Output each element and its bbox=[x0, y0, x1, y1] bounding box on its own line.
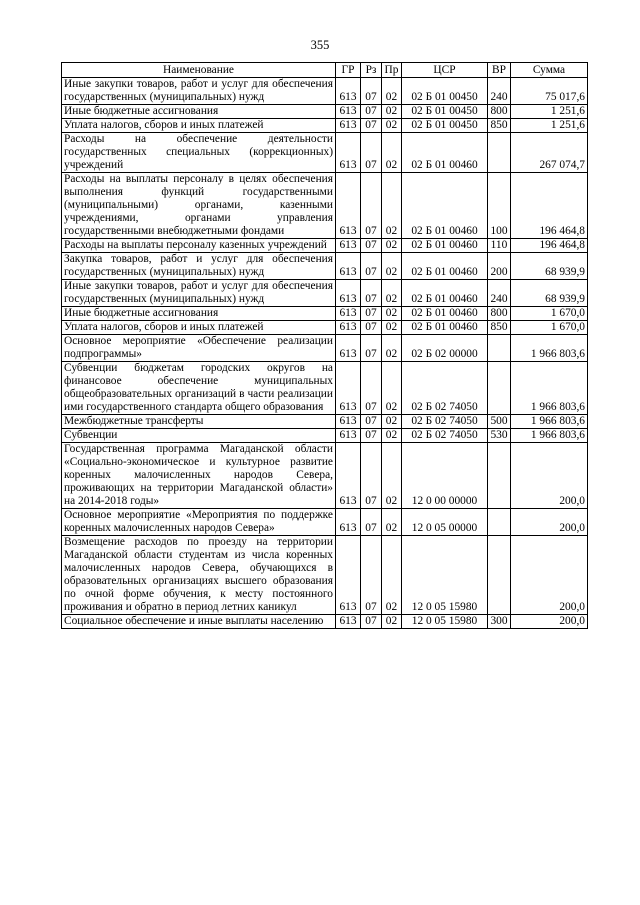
table-row bbox=[62, 335, 588, 362]
row-pr: 02 bbox=[382, 133, 402, 173]
table-row bbox=[62, 321, 588, 335]
row-vr bbox=[488, 133, 511, 173]
row-vr bbox=[488, 443, 511, 509]
row-sum: 196 464,8 bbox=[511, 239, 588, 253]
table-row bbox=[62, 253, 588, 280]
table-row bbox=[62, 173, 588, 239]
row-sum: 1 670,0 bbox=[511, 321, 588, 335]
row-sum: 267 074,7 bbox=[511, 133, 588, 173]
row-gr: 613 bbox=[336, 133, 361, 173]
row-name: Иные закупки товаров, работ и услуг для обеспечения государственных (муниципальных) нужд bbox=[62, 78, 336, 105]
row-gr: 613 bbox=[336, 253, 361, 280]
row-pr: 02 bbox=[382, 239, 402, 253]
row-pr: 02 bbox=[382, 362, 402, 415]
row-gr: 613 bbox=[336, 536, 361, 615]
row-rz: 07 bbox=[361, 78, 382, 105]
row-gr: 613 bbox=[336, 362, 361, 415]
row-vr: 300 bbox=[488, 615, 511, 629]
row-pr: 02 bbox=[382, 536, 402, 615]
row-vr bbox=[488, 536, 511, 615]
row-name: Основное мероприятие «Обеспечение реализации подпрограммы» bbox=[62, 335, 336, 362]
header-name: Наименование bbox=[62, 63, 336, 78]
table-row bbox=[62, 362, 588, 415]
row-pr: 02 bbox=[382, 415, 402, 429]
row-rz: 07 bbox=[361, 280, 382, 307]
table-body bbox=[62, 78, 588, 629]
row-sum: 75 017,6 bbox=[511, 78, 588, 105]
row-csr: 02 Б 01 00460 bbox=[402, 307, 488, 321]
header-gr: ГР bbox=[336, 63, 361, 78]
header-pr: Пр bbox=[382, 63, 402, 78]
row-name: Субвенции bbox=[62, 429, 336, 443]
row-gr: 613 bbox=[336, 615, 361, 629]
row-pr: 02 bbox=[382, 321, 402, 335]
table-row bbox=[62, 615, 588, 629]
row-name: Социальное обеспечение и иные выплаты населению bbox=[62, 615, 336, 629]
page-number: 355 bbox=[310, 38, 330, 52]
row-vr: 530 bbox=[488, 429, 511, 443]
row-name: Иные закупки товаров, работ и услуг для обеспечения государственных (муниципальных) нужд bbox=[62, 280, 336, 307]
row-rz: 07 bbox=[361, 536, 382, 615]
row-name: Уплата налогов, сборов и иных платежей bbox=[62, 321, 336, 335]
row-rz: 07 bbox=[361, 105, 382, 119]
header-sum: Сумма bbox=[511, 63, 588, 78]
row-csr: 02 Б 01 00460 bbox=[402, 133, 488, 173]
row-vr: 100 bbox=[488, 173, 511, 239]
table-header-row bbox=[62, 63, 588, 78]
row-pr: 02 bbox=[382, 119, 402, 133]
row-vr: 240 bbox=[488, 78, 511, 105]
table-row bbox=[62, 443, 588, 509]
table-row bbox=[62, 415, 588, 429]
budget-table bbox=[61, 62, 588, 629]
row-vr bbox=[488, 509, 511, 536]
row-csr: 02 Б 02 74050 bbox=[402, 415, 488, 429]
row-rz: 07 bbox=[361, 429, 382, 443]
row-gr: 613 bbox=[336, 78, 361, 105]
row-pr: 02 bbox=[382, 615, 402, 629]
row-rz: 07 bbox=[361, 615, 382, 629]
row-sum: 1 966 803,6 bbox=[511, 362, 588, 415]
row-gr: 613 bbox=[336, 280, 361, 307]
row-csr: 12 0 05 15980 bbox=[402, 615, 488, 629]
row-sum: 196 464,8 bbox=[511, 173, 588, 239]
row-gr: 613 bbox=[336, 415, 361, 429]
row-vr: 200 bbox=[488, 253, 511, 280]
row-csr: 02 Б 01 00450 bbox=[402, 78, 488, 105]
row-csr: 02 Б 01 00460 bbox=[402, 239, 488, 253]
row-csr: 12 0 05 00000 bbox=[402, 509, 488, 536]
row-gr: 613 bbox=[336, 173, 361, 239]
row-csr: 12 0 00 00000 bbox=[402, 443, 488, 509]
table-row bbox=[62, 429, 588, 443]
row-gr: 613 bbox=[336, 119, 361, 133]
header-rz: Рз bbox=[361, 63, 382, 78]
row-name: Расходы на выплаты персоналу в целях обеспечения выполнения функций государственными (муниципальными) органами, казенными учреждениями, органами управления государственными внебюджетными фондами bbox=[62, 173, 336, 239]
row-pr: 02 bbox=[382, 280, 402, 307]
row-csr: 02 Б 01 00460 bbox=[402, 280, 488, 307]
row-csr: 02 Б 01 00450 bbox=[402, 119, 488, 133]
row-pr: 02 bbox=[382, 429, 402, 443]
table-row bbox=[62, 119, 588, 133]
table-row bbox=[62, 78, 588, 105]
row-vr bbox=[488, 335, 511, 362]
row-vr: 850 bbox=[488, 321, 511, 335]
row-name: Основное мероприятие «Мероприятия по поддержке коренных малочисленных народов Севера» bbox=[62, 509, 336, 536]
row-name: Иные бюджетные ассигнования bbox=[62, 105, 336, 119]
row-pr: 02 bbox=[382, 78, 402, 105]
row-vr: 800 bbox=[488, 307, 511, 321]
row-gr: 613 bbox=[336, 443, 361, 509]
row-csr: 02 Б 01 00460 bbox=[402, 321, 488, 335]
row-sum: 1 966 803,6 bbox=[511, 429, 588, 443]
row-csr: 12 0 05 15980 bbox=[402, 536, 488, 615]
row-sum: 200,0 bbox=[511, 536, 588, 615]
row-name: Уплата налогов, сборов и иных платежей bbox=[62, 119, 336, 133]
row-pr: 02 bbox=[382, 307, 402, 321]
row-gr: 613 bbox=[336, 321, 361, 335]
row-rz: 07 bbox=[361, 509, 382, 536]
row-sum: 200,0 bbox=[511, 443, 588, 509]
row-name: Закупка товаров, работ и услуг для обеспечения государственных (муниципальных) нужд bbox=[62, 253, 336, 280]
row-pr: 02 bbox=[382, 173, 402, 239]
row-name: Расходы на обеспечение деятельности государственных специальных (коррекционных) учреждений bbox=[62, 133, 336, 173]
row-rz: 07 bbox=[361, 415, 382, 429]
row-name: Субвенции бюджетам городских округов на финансовое обеспечение муниципальных общеобразовательных организаций в части реализации ими государственного стандарта общего образования bbox=[62, 362, 336, 415]
table-row bbox=[62, 280, 588, 307]
header-vr: ВР bbox=[488, 63, 511, 78]
row-rz: 07 bbox=[361, 307, 382, 321]
row-rz: 07 bbox=[361, 443, 382, 509]
row-name: Расходы на выплаты персоналу казенных учреждений bbox=[62, 239, 336, 253]
row-gr: 613 bbox=[336, 429, 361, 443]
row-gr: 613 bbox=[336, 335, 361, 362]
row-rz: 07 bbox=[361, 253, 382, 280]
table-row bbox=[62, 133, 588, 173]
row-sum: 1 966 803,6 bbox=[511, 415, 588, 429]
row-vr: 500 bbox=[488, 415, 511, 429]
row-rz: 07 bbox=[361, 239, 382, 253]
row-sum: 68 939,9 bbox=[511, 253, 588, 280]
row-vr bbox=[488, 362, 511, 415]
row-sum: 200,0 bbox=[511, 615, 588, 629]
row-vr: 850 bbox=[488, 119, 511, 133]
row-gr: 613 bbox=[336, 239, 361, 253]
table-row bbox=[62, 307, 588, 321]
row-vr: 240 bbox=[488, 280, 511, 307]
table-row bbox=[62, 536, 588, 615]
row-sum: 200,0 bbox=[511, 509, 588, 536]
row-pr: 02 bbox=[382, 105, 402, 119]
table-row bbox=[62, 509, 588, 536]
row-rz: 07 bbox=[361, 335, 382, 362]
row-pr: 02 bbox=[382, 509, 402, 536]
row-name: Государственная программа Магаданской области «Социально-экономическое и культурное развитие коренных малочисленных народов Севера, проживающих на территории Магаданской области» на 2014-2018 годы» bbox=[62, 443, 336, 509]
row-csr: 02 Б 02 74050 bbox=[402, 429, 488, 443]
row-rz: 07 bbox=[361, 119, 382, 133]
row-vr: 800 bbox=[488, 105, 511, 119]
row-gr: 613 bbox=[336, 509, 361, 536]
header-csr: ЦСР bbox=[402, 63, 488, 78]
row-sum: 1 251,6 bbox=[511, 119, 588, 133]
row-pr: 02 bbox=[382, 253, 402, 280]
row-name: Межбюджетные трансферты bbox=[62, 415, 336, 429]
row-csr: 02 Б 02 74050 bbox=[402, 362, 488, 415]
row-gr: 613 bbox=[336, 105, 361, 119]
row-sum: 1 966 803,6 bbox=[511, 335, 588, 362]
row-csr: 02 Б 01 00450 bbox=[402, 105, 488, 119]
table-row bbox=[62, 239, 588, 253]
row-sum: 1 670,0 bbox=[511, 307, 588, 321]
row-rz: 07 bbox=[361, 321, 382, 335]
row-csr: 02 Б 01 00460 bbox=[402, 253, 488, 280]
row-pr: 02 bbox=[382, 335, 402, 362]
row-rz: 07 bbox=[361, 133, 382, 173]
row-name: Иные бюджетные ассигнования bbox=[62, 307, 336, 321]
row-rz: 07 bbox=[361, 362, 382, 415]
row-vr: 110 bbox=[488, 239, 511, 253]
table-row bbox=[62, 105, 588, 119]
row-csr: 02 Б 02 00000 bbox=[402, 335, 488, 362]
row-name: Возмещение расходов по проезду на территории Магаданской области студентам из числа коренных малочисленных народов Севера, обучающихся в образовательных организациях высшего образования по очной форме обучения, к месту постоянного проживания и обратно в период летних каникул bbox=[62, 536, 336, 615]
row-sum: 68 939,9 bbox=[511, 280, 588, 307]
row-gr: 613 bbox=[336, 307, 361, 321]
row-pr: 02 bbox=[382, 443, 402, 509]
row-sum: 1 251,6 bbox=[511, 105, 588, 119]
row-csr: 02 Б 01 00460 bbox=[402, 173, 488, 239]
row-rz: 07 bbox=[361, 173, 382, 239]
